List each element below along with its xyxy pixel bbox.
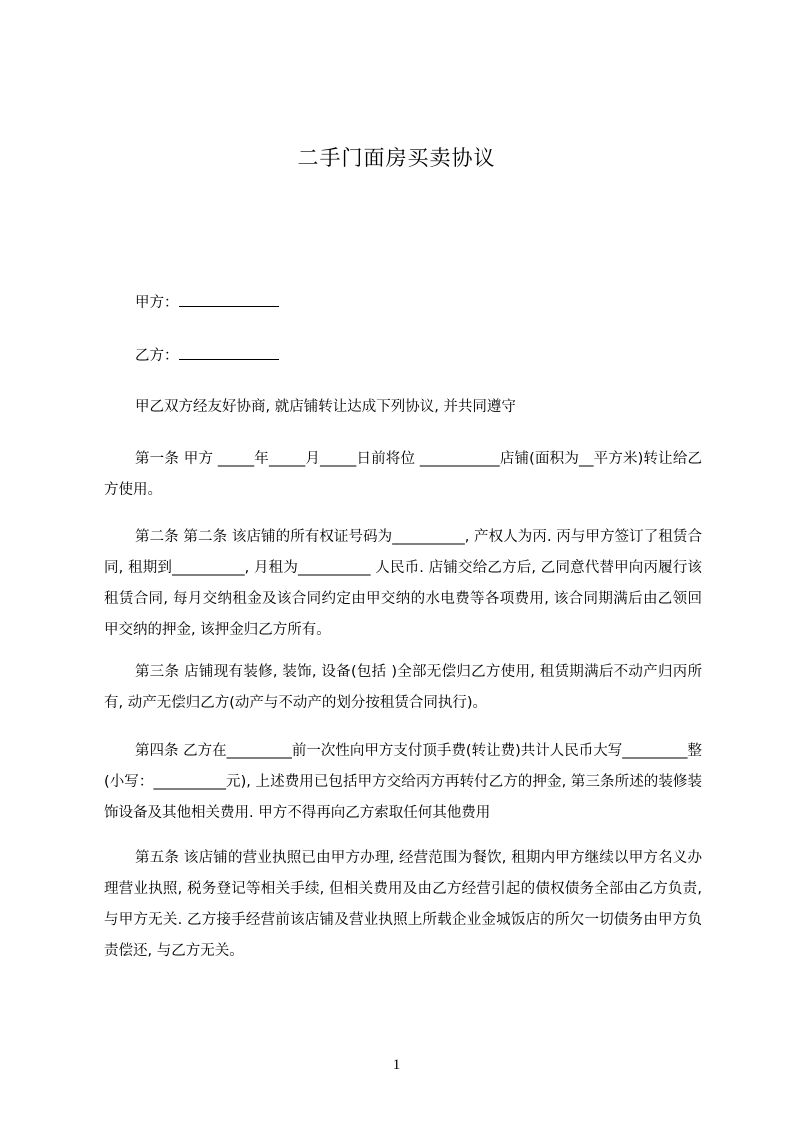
page-number: 1 [392,1057,401,1073]
party-a-label: 甲方： [135,295,179,311]
clause-3: 第三条 店铺现有装修, 装饰, 设备(包括 )全部无偿归乙方使用, 租赁期满后不动产归丙所有, 动产无偿归乙方(动产与不动产的划分按租赁合同执行)。 [104,664,702,711]
clause-1: 第一条 甲方 _____年_____月_____日前将位 ___________店铺(面积为__平方米)转让给乙方使用。 [104,451,702,498]
party-a-line [135,292,279,313]
document-title: 二手门面房买卖协议 [297,146,496,170]
party-b-blank [179,345,279,360]
party-b-line [135,345,279,366]
clause-5: 第五条 该店铺的营业执照已由甲方办理, 经营范围为餐饮, 租期内甲方继续以甲方名义办理营业执照, 税务登记等相关手续, 但相关费用及由乙方经营引起的债权债务全部由乙方负责, 与甲方无关. 乙方接手经营前该店铺及营业执照上所载企业金城饭店的所欠一切债务由甲方负责偿还, 与乙方无关。 [104,850,702,959]
clause-4: 第四条 乙方在_________前一次性向甲方支付顶手费(转让费)共计人民币大写_________整(小写：__________元), 上述费用已包括甲方交给丙方再转付乙方的押金, 第三条所述的装修装饰设备及其他相关费用. 甲方不得再向乙方索取任何其他费用 [104,743,702,821]
clause-2: 第二条 第二条 该店铺的所有权证号码为__________, 产权人为丙. 丙与甲方签订了租赁合同, 租期到__________, 月租为__________ 人民币. 店铺交给乙方后, 乙同意代替甲向丙履行该租赁合同, 每月交纳租金及该合同约定由甲交纳的水电费等各项费用, 该合同期满后由乙领回甲交纳的押金, 该押金归乙方所有。 [104,529,702,638]
party-b-label: 乙方： [135,348,179,364]
party-a-blank [179,292,279,307]
intro-paragraph: 甲乙双方经友好协商, 就店铺转让达成下列协议, 并共同遵守 [135,399,516,415]
